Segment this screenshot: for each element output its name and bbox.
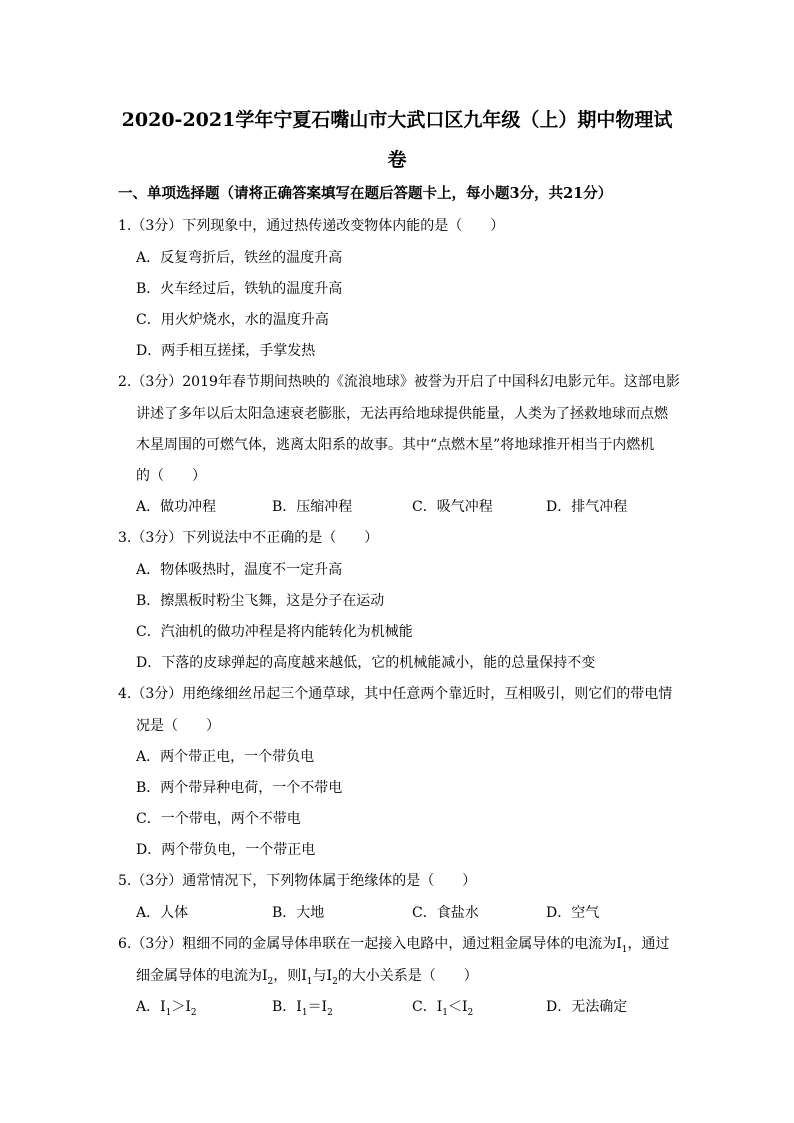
question-4-option-d: D．两个带负电，一个带正电	[136, 842, 316, 858]
title-line-1: 2020-2021学年宁夏石嘴山市大武口区九年级（上）期中物理试	[121, 109, 673, 131]
question-1-option-c: C．用火炉烧水，水的温度升高	[136, 312, 329, 328]
title-line-2: 卷	[387, 149, 407, 171]
question-2-option-d: D．排气冲程	[546, 499, 628, 515]
question-1-option-b: B．火车经过后，铁轨的温度升高	[136, 281, 343, 297]
question-2-option-a: A．做功冲程	[136, 499, 217, 515]
question-3-option-d: D．下落的皮球弹起的高度越来越低，它的机械能减小，能的总量保持不变	[136, 655, 596, 671]
question-2-line-2: 讲述了多年以后太阳急速衰老膨胀，无法再给地球提供能量，人类为了拯救地球而点燃	[136, 406, 668, 422]
q6-cont-text-b: ，则I	[273, 968, 307, 984]
q6-cont-text-d: 的大小关系是（ ）	[337, 968, 478, 984]
question-1-option-d: D．两手相互搓揉，手掌发热	[136, 343, 316, 359]
q6-stem-text-b: ，通过	[627, 936, 670, 952]
question-6-option-b: B．$I_1=I_2$	[272, 999, 333, 1018]
q6-cont-text-a: 细金属导体的电流为I	[136, 968, 268, 984]
q6-stem-text-a: 6.（3分）粗细不同的金属导体串联在一起接入电路中，通过粗金属导体的电流为I	[118, 936, 622, 952]
question-3-stem: 3.（3分）下列说法中不正确的是（ ）	[118, 530, 379, 546]
question-3-option-b: B．擦黑板时粉尘飞舞，这是分子在运动	[136, 593, 385, 609]
question-2-option-c: C．吸气冲程	[412, 499, 493, 515]
q6-cont-sub-2: 2	[267, 976, 274, 987]
section-heading: 一、单项选择题（请将正确答案填写在题后答题卡上，每小题3分，共21分）	[118, 185, 613, 202]
question-3-option-a: A．物体吸热时，温度不一定升高	[136, 562, 343, 578]
question-5-option-c: C．食盐水	[412, 905, 479, 921]
question-2-line-3: 木星周围的可燃气体，逃离太阳系的故事。其中“点燃木星”将地球推开相当于内燃机	[136, 437, 655, 453]
q6-stem-sub-1: 1	[621, 944, 628, 955]
q6-cont-sub-3: 1	[306, 976, 313, 987]
question-2-option-b: B．压缩冲程	[272, 499, 353, 515]
question-5-option-d: D．空气	[546, 905, 600, 921]
question-4-stem: 4.（3分）用绝缘细丝吊起三个通草球，其中任意两个靠近时，互相吸引，则它们的带电情	[118, 686, 673, 702]
exam-title	[110, 100, 684, 180]
question-2-line-4: 的（ ）	[136, 468, 206, 484]
question-1-option-a: A．反复弯折后，铁丝的温度升高	[136, 250, 343, 266]
question-1-stem: 1.（3分）下列现象中，通过热传递改变物体内能的是（ ）	[118, 218, 505, 234]
question-4-option-b: B．两个带异种电荷，一个不带电	[136, 780, 343, 796]
question-6-stem	[118, 934, 670, 960]
question-6-option-a: A．$I_1>I_2$	[136, 999, 197, 1018]
question-6-option-c: C．$I_1<I_2$	[412, 999, 474, 1018]
q6-cont-text-c: 与I	[312, 968, 333, 984]
question-4-line-2: 况是（ ）	[136, 718, 220, 734]
question-4-option-a: A．两个带正电，一个带负电	[136, 749, 315, 765]
question-3-option-c: C．汽油机的做功冲程是将内能转化为机械能	[136, 624, 413, 640]
question-6-option-d: D．无法确定	[546, 999, 628, 1015]
question-4-option-c: C．一个带电，两个不带电	[136, 811, 301, 827]
question-2-stem: 2.（3分）2019年春节期间热映的《流浪地球》被誉为开启了中国科幻电影元年。这部电影	[118, 374, 680, 390]
q6-cont-sub-4: 2	[332, 976, 338, 987]
question-5-stem: 5.（3分）通常情况下，下列物体属于绝缘体的是（ ）	[118, 873, 477, 889]
question-6-line-2	[136, 966, 478, 992]
question-5-option-a: A．人体	[136, 905, 189, 921]
question-5-option-b: B．大地	[272, 905, 325, 921]
